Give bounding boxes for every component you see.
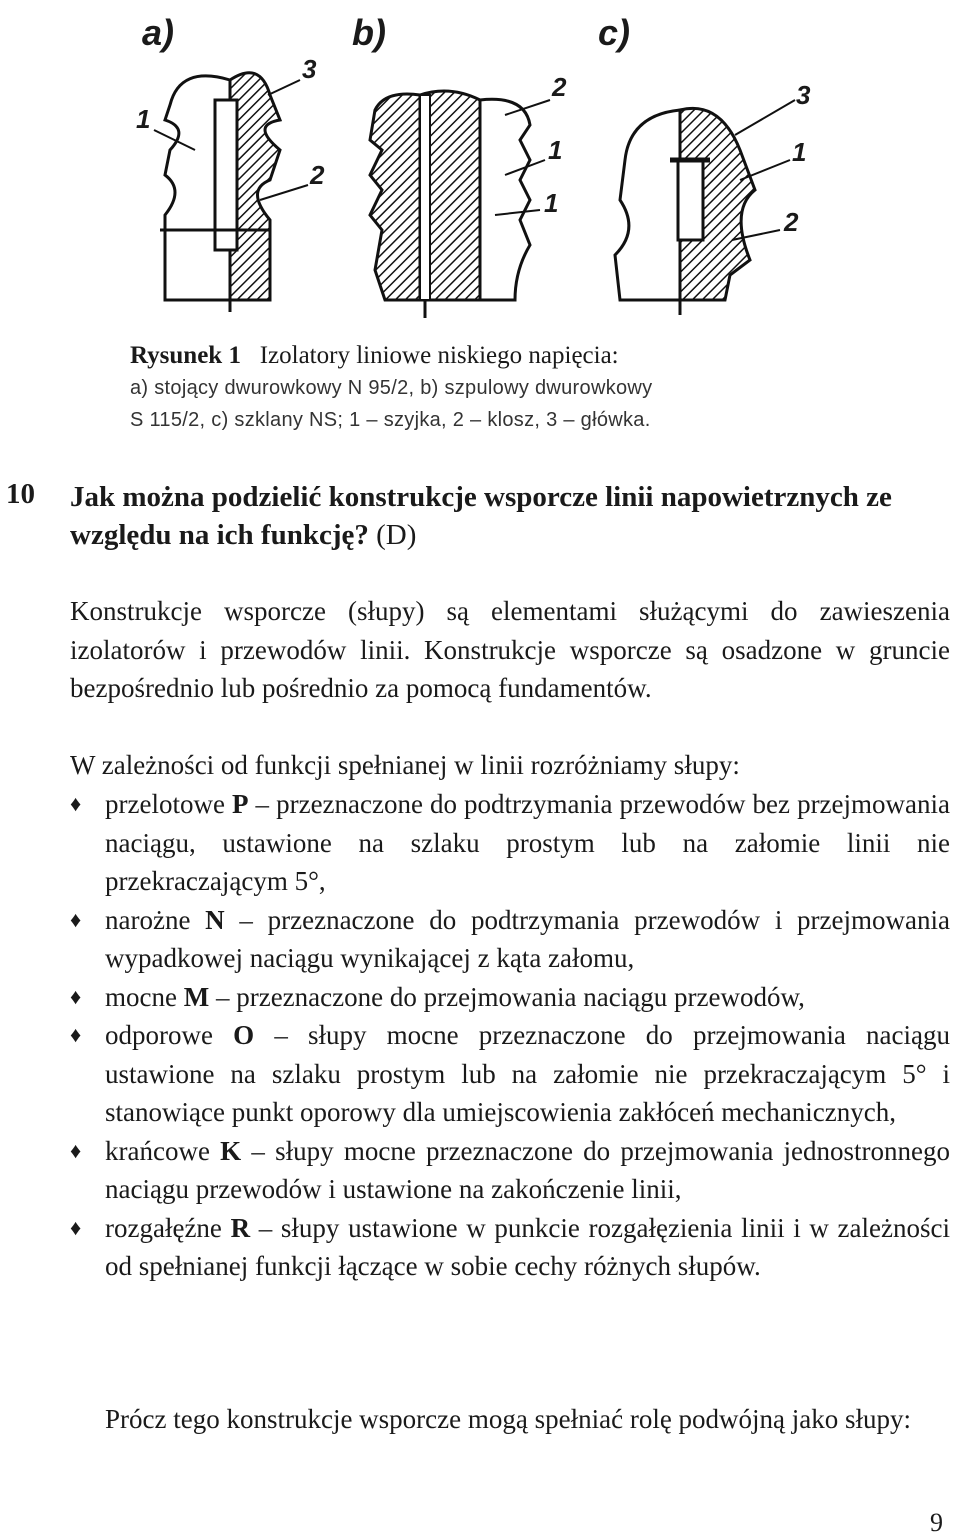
question-text: Jak można podzielić konstrukcje wsporcze linii napowietrznych ze względu na ich funkcję? [70,481,892,551]
diamond-bullet-icon: ♦ [70,791,82,816]
pole-code: R [230,1212,251,1243]
panel-label-c: c) [598,12,631,53]
callout-b-2: 2 [552,72,567,102]
callout-a-3: 3 [302,54,317,84]
callout-b-1-upper: 1 [548,135,563,165]
paragraph-intro: Konstrukcje wsporcze (słupy) są elementami służącymi do zawieszenia izolatorów i przewodów linii. Konstrukcje wsporcze są osadzone w gruncie bezpośrednio lub pośrednio za pomocą fundamentów. [70,596,950,703]
pole-code: P [232,789,249,819]
paragraph-closing: Prócz tego konstrukcje wsporcze mogą spełniać rolę podwójną jako słupy: [105,1404,912,1434]
callout-c-1: 1 [792,137,807,167]
list-item: ♦ narożne N – przeznaczone do podtrzymania przewodów i przejmowania wypadkowej naciągu wynikającej z kąta załomu, [70,901,950,978]
list-item: ♦ rozgałęźne R – słupy ustawione w punkcie rozgałęzienia linii i w zależności od spełnianej funkcji łączące w sobie cechy różnych słupów. [70,1209,950,1286]
list-item: ♦ odporowe O – słupy mocne przeznaczone do przejmowania naciągu ustawione na szlaku prostym lub na załomie nie przekraczającym 5° i stanowiące punkt oporowy dla umiejscowienia zakłóceń mechanicznych, [70,1016,950,1132]
diamond-bullet-icon: ♦ [70,1022,82,1047]
callout-a-2: 2 [310,160,325,190]
pole-code: O [233,1020,255,1050]
question-heading [70,478,950,554]
list-item: ♦ przelotowe P – przeznaczone do podtrzymania przewodów bez przejmowania naciągu, ustawione na szlaku prostym lub na załomie linii nie przekraczającym 5°, [70,785,950,901]
pole-code: N [205,904,225,935]
diamond-bullet-icon: ♦ [70,983,82,1009]
list-item: ♦ krańcowe K – słupy mocne przeznaczone do przejmowania jednostronnego naciągu przewodów i ustawione na zakończenie linii, [70,1132,950,1209]
list-item: ♦ mocne M – przeznaczone do przejmowania naciągu przewodów, [70,978,950,1017]
figure-caption [130,340,820,436]
caption-line-2: a) stojący dwurowkowy N 95/2, b) szpulowy dwurowkowy [130,377,653,399]
callout-c-3: 3 [796,80,811,110]
question-tag: (D) [376,519,417,551]
insulator-drawings [120,0,840,330]
page-number: 9 [930,1508,943,1537]
panel-label-b: b) [352,12,386,53]
question-number: 10 [6,478,35,510]
callout-c-2: 2 [784,207,799,237]
callout-b-1-lower: 1 [544,188,559,218]
caption-line-3: S 115/2, c) szklany NS; 1 – szyjka, 2 – klosz, 3 – główka. [130,409,651,431]
pole-code: K [220,1135,242,1166]
diamond-bullet-icon: ♦ [70,906,82,932]
diamond-bullet-icon: ♦ [70,1137,82,1163]
pole-code: M [183,981,210,1012]
callout-a-1: 1 [136,104,151,134]
caption-title: Rysunek 1 [130,342,241,369]
paragraph-classification: W zależności od funkcji spełnianej w linii rozróżniamy słupy: [70,750,740,780]
panel-label-a: a) [142,12,175,53]
pole-type-list [70,785,950,1286]
caption-subtitle: Izolatory liniowe niskiego napięcia: [259,342,619,369]
insulator-figure [120,0,840,330]
insulator-c-drawing [615,108,755,315]
insulator-b-drawing [370,91,530,318]
insulator-a-drawing [160,73,280,312]
diamond-bullet-icon: ♦ [70,1214,82,1240]
